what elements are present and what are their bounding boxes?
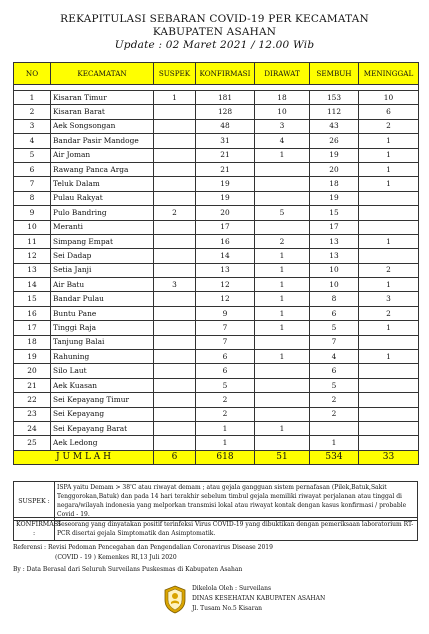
row-konfirmasi: 181 (196, 91, 255, 105)
table-row (14, 119, 419, 133)
row-no: 6 (14, 162, 51, 176)
row-konfirmasi: 19 (196, 177, 255, 191)
row-dirawat: 2 (255, 234, 310, 248)
reference-line-1: Referensi : Revisi Pedoman Pencegahan dan Pengendalian Coronavirus Disease 2019 (13, 544, 273, 551)
total-dirawat: 51 (255, 450, 310, 464)
row-dirawat: 4 (255, 134, 310, 148)
row-meninggal: 1 (359, 148, 419, 162)
row-konfirmasi: 48 (196, 119, 255, 133)
row-sembuh: 20 (310, 162, 359, 176)
row-meninggal: 1 (359, 162, 419, 176)
definition-suspek (13, 481, 418, 521)
row-konfirmasi: 6 (196, 350, 255, 364)
row-meninggal (359, 393, 419, 407)
row-kecamatan: Tanjung Balai (51, 335, 154, 349)
row-meninggal (359, 335, 419, 349)
row-konfirmasi: 1 (196, 436, 255, 450)
table-row (14, 105, 419, 119)
row-dirawat (255, 220, 310, 234)
row-suspek: 1 (154, 91, 196, 105)
row-sembuh: 19 (310, 191, 359, 205)
col-header-meninggal: MENINGGAL (359, 63, 419, 85)
row-no: 23 (14, 407, 51, 421)
row-kecamatan: Silo Laut (51, 364, 154, 378)
row-meninggal: 1 (359, 350, 419, 364)
row-meninggal: 1 (359, 134, 419, 148)
row-kecamatan: Meranti (51, 220, 154, 234)
row-kecamatan: Air Joman (51, 148, 154, 162)
row-no: 17 (14, 321, 51, 335)
reference-line-2: (COVID - 19 ) Kemenkes RI,13 Juli 2020 (55, 554, 177, 561)
row-no: 2 (14, 105, 51, 119)
row-konfirmasi: 12 (196, 278, 255, 292)
table-row (14, 220, 419, 234)
row-meninggal (359, 378, 419, 392)
row-konfirmasi: 9 (196, 306, 255, 320)
row-dirawat: 3 (255, 119, 310, 133)
row-konfirmasi: 31 (196, 134, 255, 148)
row-konfirmasi: 17 (196, 220, 255, 234)
row-sembuh: 15 (310, 206, 359, 220)
row-no: 9 (14, 206, 51, 220)
suspek-text: ISPA yaitu Demam > 38'C atau riwayat demam ; atau gejala gangguan sistem pernafasan (Pilek,Batuk,Sakit Tenggorokan,Batuk) dan pada 14 hari terakhir sebelum timbul gejala memiliki riwayat perjalanan atau tinggal di negara/wilayah indonesia yang melporkan transmisi lokal atau riwayat kontak dengan kasus konfirmasi / probable Covid - 19. (55, 482, 418, 521)
row-dirawat: 10 (255, 105, 310, 119)
row-konfirmasi: 14 (196, 249, 255, 263)
row-dirawat: 1 (255, 306, 310, 320)
row-no: 20 (14, 364, 51, 378)
table-row (14, 162, 419, 176)
table-row (14, 177, 419, 191)
row-konfirmasi: 20 (196, 206, 255, 220)
table-row (14, 249, 419, 263)
row-suspek (154, 436, 196, 450)
row-meninggal (359, 220, 419, 234)
table-row (14, 234, 419, 248)
col-header-dirawat: DIRAWAT (255, 63, 310, 85)
row-suspek: 3 (154, 278, 196, 292)
row-sembuh: 6 (310, 364, 359, 378)
row-suspek (154, 134, 196, 148)
row-dirawat: 5 (255, 206, 310, 220)
row-sembuh: 17 (310, 220, 359, 234)
row-no: 19 (14, 350, 51, 364)
table-row (14, 191, 419, 205)
row-kecamatan: Setia Janji (51, 263, 154, 277)
table-row (14, 263, 419, 277)
report-subtitle: KABUPATEN ASAHAN (152, 26, 277, 38)
row-dirawat: 1 (255, 249, 310, 263)
row-sembuh: 5 (310, 321, 359, 335)
row-dirawat (255, 177, 310, 191)
table-body (14, 85, 419, 451)
row-dirawat: 1 (255, 263, 310, 277)
row-suspek (154, 105, 196, 119)
row-kecamatan: Tinggi Raja (51, 321, 154, 335)
row-sembuh: 6 (310, 306, 359, 320)
row-no: 24 (14, 421, 51, 435)
row-meninggal: 1 (359, 321, 419, 335)
table-row (14, 148, 419, 162)
row-konfirmasi: 12 (196, 292, 255, 306)
row-meninggal (359, 191, 419, 205)
row-konfirmasi: 5 (196, 378, 255, 392)
row-meninggal: 3 (359, 292, 419, 306)
kabupaten-asahan-emblem-icon (163, 585, 187, 614)
col-header-konfirmasi: KONFIRMASI (196, 63, 255, 85)
row-konfirmasi: 1 (196, 421, 255, 435)
row-kecamatan: Kisaran Barat (51, 105, 154, 119)
table-row (14, 91, 419, 105)
row-dirawat (255, 436, 310, 450)
footer-address: Jl. Tusam No.5 Kisaran (192, 605, 263, 612)
row-kecamatan: Teluk Dalam (51, 177, 154, 191)
total-row (14, 450, 419, 464)
row-suspek (154, 421, 196, 435)
row-meninggal (359, 364, 419, 378)
row-suspek (154, 364, 196, 378)
row-suspek (154, 249, 196, 263)
row-kecamatan: Rawang Panca Arga (51, 162, 154, 176)
row-kecamatan: Pulo Bandring (51, 206, 154, 220)
row-sembuh: 26 (310, 134, 359, 148)
row-suspek (154, 321, 196, 335)
update-date: Update : 02 Maret 2021 / 12.00 Wib (114, 39, 315, 51)
row-kecamatan: Bandar Pasir Mandoge (51, 134, 154, 148)
row-sembuh (310, 421, 359, 435)
table-row (14, 378, 419, 392)
row-suspek (154, 263, 196, 277)
row-sembuh: 112 (310, 105, 359, 119)
row-kecamatan: Kisaran Timur (51, 91, 154, 105)
row-sembuh: 43 (310, 119, 359, 133)
row-kecamatan: Aek Kuasan (51, 378, 154, 392)
row-meninggal (359, 249, 419, 263)
row-no: 13 (14, 263, 51, 277)
row-dirawat (255, 378, 310, 392)
row-sembuh: 2 (310, 393, 359, 407)
row-dirawat (255, 407, 310, 421)
row-suspek (154, 378, 196, 392)
row-konfirmasi: 21 (196, 162, 255, 176)
row-sembuh: 153 (310, 91, 359, 105)
row-meninggal (359, 407, 419, 421)
row-kecamatan: Rahuning (51, 350, 154, 364)
row-no: 25 (14, 436, 51, 450)
row-suspek (154, 162, 196, 176)
row-meninggal: 1 (359, 177, 419, 191)
row-dirawat: 1 (255, 421, 310, 435)
row-no: 22 (14, 393, 51, 407)
row-no: 1 (14, 91, 51, 105)
table-row (14, 350, 419, 364)
row-sembuh: 19 (310, 148, 359, 162)
col-header-suspek: SUSPEK (154, 63, 196, 85)
row-meninggal: 6 (359, 105, 419, 119)
row-dirawat: 1 (255, 350, 310, 364)
table-row (14, 335, 419, 349)
table-header-row (14, 63, 419, 85)
row-sembuh: 8 (310, 292, 359, 306)
row-suspek (154, 335, 196, 349)
konfirmasi-text: Seseorang yang dinyatakan positif terinfeksi Virus COVID-19 yang dibuktikan dengan pemeriksaan laboratorium RT-PCR disertai gejala Simptomatik dan Asimptomatik. (55, 518, 418, 541)
col-header-kecamatan: KECAMATAN (51, 63, 154, 85)
row-suspek (154, 119, 196, 133)
row-konfirmasi: 13 (196, 263, 255, 277)
row-konfirmasi: 2 (196, 393, 255, 407)
row-dirawat: 1 (255, 148, 310, 162)
row-no: 5 (14, 148, 51, 162)
total-sembuh: 534 (310, 450, 359, 464)
row-kecamatan: Sei Dadap (51, 249, 154, 263)
row-dirawat (255, 364, 310, 378)
table-row (14, 292, 419, 306)
total-meninggal: 33 (359, 450, 419, 464)
footer-agency: DINAS KESEHATAN KABUPATEN ASAHAN (192, 595, 326, 602)
table-row (14, 393, 419, 407)
row-kecamatan: Sei Kepayang (51, 407, 154, 421)
definition-konfirmasi (13, 517, 418, 541)
row-dirawat: 1 (255, 278, 310, 292)
row-meninggal (359, 206, 419, 220)
row-sembuh: 10 (310, 263, 359, 277)
row-kecamatan: Aek Ledong (51, 436, 154, 450)
footer (192, 584, 325, 614)
row-no: 7 (14, 177, 51, 191)
row-no: 8 (14, 191, 51, 205)
row-sembuh: 4 (310, 350, 359, 364)
row-no: 15 (14, 292, 51, 306)
row-sembuh: 2 (310, 407, 359, 421)
konfirmasi-label: KONFIRMASI : (14, 518, 55, 541)
col-header-sembuh: SEMBUH (310, 63, 359, 85)
row-kecamatan: Air Batu (51, 278, 154, 292)
covid-table (13, 62, 419, 465)
row-meninggal: 1 (359, 234, 419, 248)
row-no: 4 (14, 134, 51, 148)
table-row (14, 134, 419, 148)
reference-source: By : Data Berasal dari Seluruh Surveilans Puskesmas di Kabupaten Asahan (13, 566, 243, 573)
total-suspek: 6 (154, 450, 196, 464)
table-row (14, 321, 419, 335)
table-row (14, 421, 419, 435)
row-no: 10 (14, 220, 51, 234)
row-kecamatan: Aek Songsongan (51, 119, 154, 133)
row-suspek (154, 350, 196, 364)
report-title: REKAPITULASI SEBARAN COVID-19 PER KECAMATAN (60, 13, 369, 25)
row-sembuh: 5 (310, 378, 359, 392)
row-sembuh: 1 (310, 436, 359, 450)
row-no: 11 (14, 234, 51, 248)
row-no: 18 (14, 335, 51, 349)
row-konfirmasi: 7 (196, 321, 255, 335)
row-konfirmasi: 7 (196, 335, 255, 349)
suspek-label: SUSPEK : (14, 482, 55, 521)
row-kecamatan: Bandar Pulau (51, 292, 154, 306)
row-suspek (154, 220, 196, 234)
row-suspek (154, 393, 196, 407)
row-suspek (154, 306, 196, 320)
row-no: 14 (14, 278, 51, 292)
row-suspek: 2 (154, 206, 196, 220)
table-row (14, 206, 419, 220)
row-dirawat (255, 162, 310, 176)
row-kecamatan: Sei Kepayang Barat (51, 421, 154, 435)
row-kecamatan: Buntu Pane (51, 306, 154, 320)
table-row (14, 306, 419, 320)
row-kecamatan: Pulau Rakyat (51, 191, 154, 205)
row-kecamatan: Simpang Empat (51, 234, 154, 248)
row-suspek (154, 177, 196, 191)
row-suspek (154, 234, 196, 248)
row-sembuh: 18 (310, 177, 359, 191)
footer-managed-by: Dikelola Oleh : Surveilans (192, 585, 272, 592)
row-no: 16 (14, 306, 51, 320)
row-dirawat (255, 191, 310, 205)
row-meninggal (359, 421, 419, 435)
row-konfirmasi: 6 (196, 364, 255, 378)
row-suspek (154, 191, 196, 205)
table-row (14, 407, 419, 421)
row-konfirmasi: 128 (196, 105, 255, 119)
row-meninggal: 2 (359, 306, 419, 320)
col-header-no: NO (14, 63, 51, 85)
row-konfirmasi: 19 (196, 191, 255, 205)
row-sembuh: 13 (310, 234, 359, 248)
row-meninggal: 1 (359, 278, 419, 292)
row-dirawat: 18 (255, 91, 310, 105)
row-dirawat: 1 (255, 321, 310, 335)
total-konfirmasi: 618 (196, 450, 255, 464)
row-kecamatan: Sei Kepayang Timur (51, 393, 154, 407)
table-row (14, 364, 419, 378)
row-dirawat (255, 335, 310, 349)
row-sembuh: 13 (310, 249, 359, 263)
row-sembuh: 7 (310, 335, 359, 349)
row-suspek (154, 148, 196, 162)
row-konfirmasi: 2 (196, 407, 255, 421)
row-no: 3 (14, 119, 51, 133)
row-no: 12 (14, 249, 51, 263)
row-konfirmasi: 21 (196, 148, 255, 162)
row-meninggal: 10 (359, 91, 419, 105)
row-sembuh: 10 (310, 278, 359, 292)
row-dirawat (255, 393, 310, 407)
total-label: J U M L A H (14, 450, 154, 464)
row-suspek (154, 407, 196, 421)
row-meninggal (359, 436, 419, 450)
row-meninggal: 2 (359, 263, 419, 277)
table-row (14, 278, 419, 292)
row-meninggal: 2 (359, 119, 419, 133)
row-dirawat: 1 (255, 292, 310, 306)
row-suspek (154, 292, 196, 306)
row-no: 21 (14, 378, 51, 392)
row-konfirmasi: 16 (196, 234, 255, 248)
table-row (14, 436, 419, 450)
